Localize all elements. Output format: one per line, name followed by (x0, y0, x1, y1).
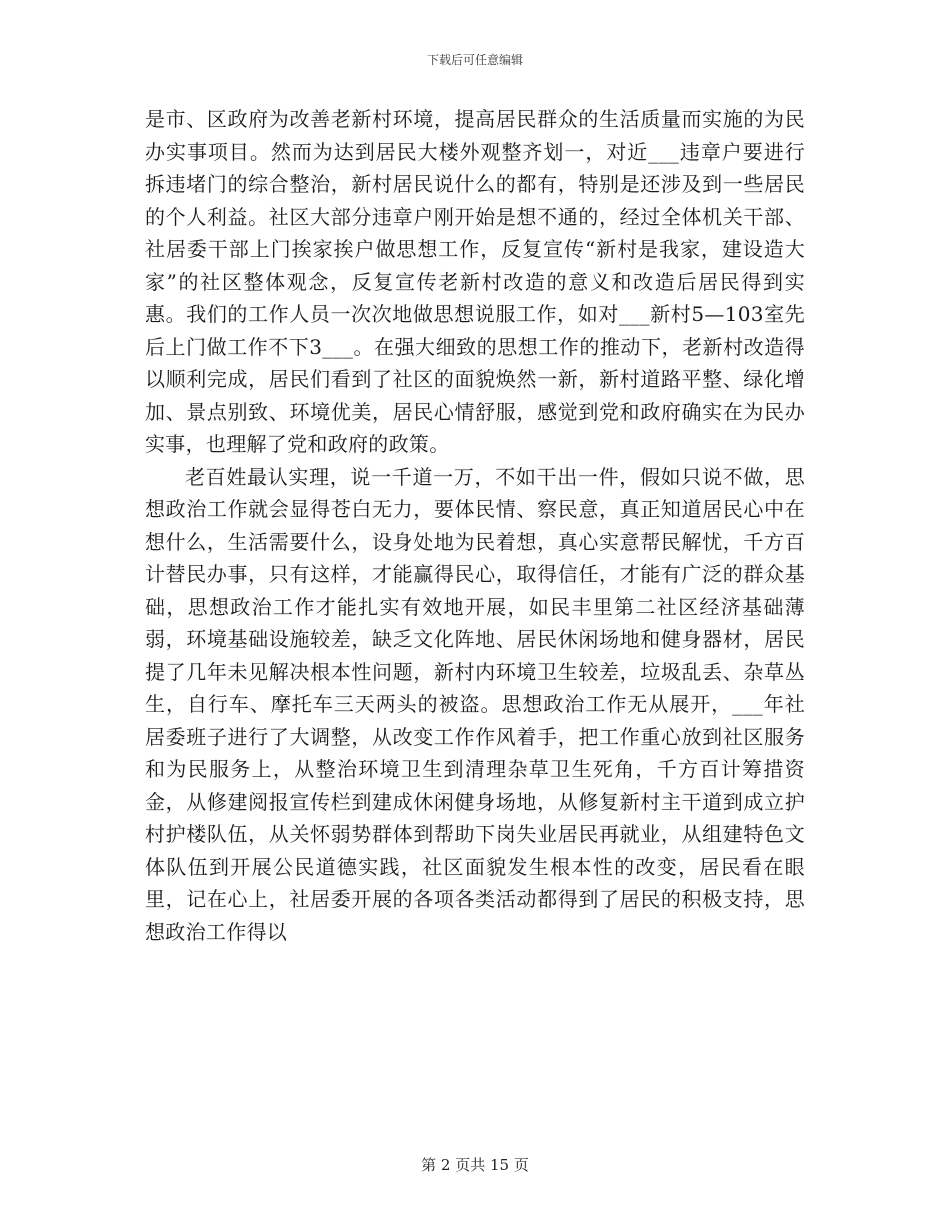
paragraph-continued: 是市、区政府为改善老新村环境，提高居民群众的生活质量而实施的为民办实事项目。然而为达到居民大楼外观整齐划一，对近___违章户要进行拆违堵门的综合整治，新村居民说什么的都有，特别是还涉及到一些居民的个人利益。社区大部分违章户刚开始是想不通的，经过全体机关干部、社居委干部上门挨家挨户做思想工作，反复宣传“新村是我家，建设造大家”的社区整体观念，反复宣传老新村改造的意义和改造后居民得到实惠。我们的工作人员一次次地做思想说服工作，如对___新村5—103室先后上门做工作不下3___。在强大细致的思想工作的推动下，老新村改造得以顺利完成，居民们看到了社区的面貌焕然一新，新村道路平整、绿化增加、景点别致、环境优美，居民心情舒服，感觉到党和政府确实在为民办实事，也理解了党和政府的政策。 (145, 107, 805, 456)
page-number: 第 2 页共 15 页 (421, 1156, 529, 1174)
paragraph: 老百姓最认实理，说一千道一万，不如干出一件，假如只说不做，思想政治工作就会显得苍白无力，要体民情、察民意，真正知道居民心中在想什么，生活需要什么，设身处地为民着想，真心实意帮民解忧，千方百计替民办事，只有这样，才能赢得民心，取得信任，才能有广泛的群众基础，思想政治工作才能扎实有效地开展，如民丰里第二社区经济基础薄弱，环境基础设施较差，缺乏文化阵地、居民休闲场地和健身器材，居民提了几年未见解决根本性问题，新村内环境卫生较差，垃圾乱丢、杂草丛生，自行车、摩托车三天两头的被盗。思想政治工作无从展开，___年社居委班子进行了大调整，从改变工作作风着手，把工作重心放到社区服务和为民服务上，从整治环境卫生到清理杂草卫生死角，千方百计筹措资金，从修建阅报宣传栏到建成休闲健身场地，从修复新村主干道到成立护村护楼队伍，从关怀弱势群体到帮助下岗失业居民再就业，从组建特色文体队伍到开展公民道德实践，社区面貌发生根本性的改变，居民看在眼里，记在心上，社居委开展的各项各类活动都得到了居民的积极支持，思想政治工作得以 (145, 464, 805, 944)
page-header: 下载后可任意编辑 (426, 53, 523, 67)
document-body (145, 103, 805, 948)
